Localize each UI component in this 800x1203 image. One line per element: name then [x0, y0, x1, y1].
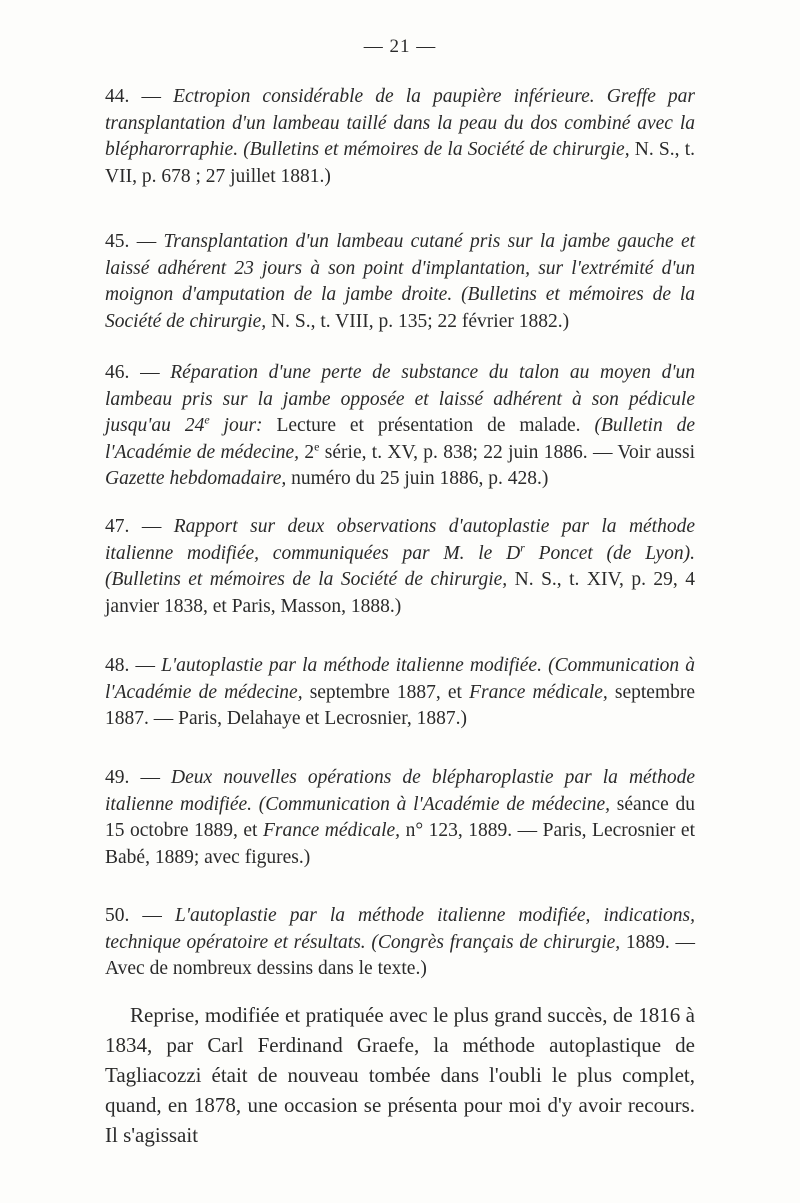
entry-reference: (Bulletin de l'Académie de médecine, [105, 415, 696, 463]
entry-title: Réparation d'une perte de substance du talon au moyen d'un lambeau pris sur la jambe opposée et laissé adhérent à son pédicule jusqu'au 24e jour: [105, 362, 696, 436]
entry-number: 47. [105, 516, 130, 537]
entry-reference-secondary-detail: numéro du 25 juin 1886, p. 428.) [291, 468, 549, 489]
page-number: — 21 — [363, 36, 437, 57]
bibliography-entry-45: 45. — Transplantation d'un lambeau cutané pris sur la jambe gauche et laissé adhérent 23 jours à son point d'implantation, sur l'extrémité d'un moignon d'amputation de la jambe droite. (Bulletins et mémoires de la Société de chirurgie, N. S., t. VIII, p. 135; 22 février 1882.) [105, 231, 696, 332]
entry-number: 44. [105, 86, 130, 107]
entry-number: 48. [105, 655, 130, 676]
entry-title: Ectropion considérable de la paupière inférieure. Greffe par transplantation d'un lambeau taillé dans la peau du dos combiné avec la blépharorraphie. [105, 86, 696, 160]
entry-title: L'autoplastie par la méthode italienne modifiée. [161, 655, 542, 676]
entry-reference: (Bulletins et mémoires de la Société de chirurgie, [243, 139, 630, 160]
entry-reference-detail: N. S., t. XIV, p. 29, 4 janvier 1838, et Paris, Masson, 1888.) [105, 569, 696, 617]
entry-note: Lecture et présentation de malade. [276, 415, 581, 436]
entry-reference: (Congrès français de chirurgie, [371, 931, 621, 953]
entry-reference: (Bulletins et mémoires de la Société de chirurgie, [105, 569, 508, 590]
entry-title: L'autoplastie par la méthode italienne modifiée, indications, technique opératoire et résultats. [105, 905, 696, 953]
entry-number: 49. [105, 767, 130, 788]
bibliography-entry-46: 46. — Réparation d'une perte de substance du talon au moyen d'un lambeau pris sur la jambe opposée et laissé adhérent à son pédicule jusqu'au 24e jour: Lecture et présentation de malade. (Bulletin de l'Académie de médecine, 2e série, t. XV, p. 838; 22 juin 1886. — Voir aussi Gazette hebdomadaire, numéro du 25 juin 1886, p. 428.) [105, 362, 696, 489]
bibliography-entry-50: 50. — L'autoplastie par la méthode italienne modifiée, indications, technique opératoire et résultats. (Congrès français de chirurgie, 1889. — Avec de nombreux dessins dans le texte.) [105, 905, 696, 979]
entry-reference-detail: 1889. — Avec de nombreux dessins dans le texte.) [105, 931, 695, 979]
bibliography-entry-47: 47. — Rapport sur deux observations d'autoplastie par la méthode italienne modifiée, communiquées par M. le $D^r$ Poncet (de Lyon). (Bulletins et mémoires de la Société de chirurgie, N. S., t. XIV, p. 29, 4 janvier 1838, et Paris, Masson, 1888.) [105, 516, 696, 617]
entry-title: Rapport sur deux observations d'autoplastie par la méthode italienne modifiée, communiquées par M. le $D^r$ Poncet (de Lyon). [105, 516, 696, 564]
entry-number: 45. [105, 231, 130, 252]
bibliography-entry-44: 44. — Ectropion considérable de la paupière inférieure. Greffe par transplantation d'un lambeau taillé dans la peau du dos combiné avec la blépharorraphie. (Bulletins et mémoires de la Société de chirurgie, N. S., t. VII, p. 678 ; 27 juillet 1881.) [105, 86, 696, 187]
entry-reference: (Communication à l'Académie de médecine, [258, 793, 611, 815]
closing-paragraph: Reprise, modifiée et pratiquée avec le plus grand succès, de 1816 à 1834, par Carl Ferdinand Graefe, la méthode autoplastique de Tagliacozzi était de nouveau tombée dans l'oubli le plus complet, quand, en 1878, une occasion se présenta pour moi d'y avoir recours. Il s'agissait [105, 1003, 695, 1147]
entry-reference-secondary: Gazette hebdomadaire, [105, 468, 287, 489]
entry-reference-secondary-detail: septembre 1887. — Paris, Delahaye et Lecrosnier, 1887.) [105, 681, 696, 729]
entry-number: 46. [105, 362, 130, 383]
entry-number: 50. [105, 905, 130, 926]
entry-title: Deux nouvelles opérations de blépharoplastie par la méthode italienne modifiée. [105, 767, 696, 815]
entry-reference-detail: 2e série, t. XV, p. 838; 22 juin 1886. — Voir aussi [304, 439, 695, 463]
entry-reference-secondary: France médicale, [469, 681, 608, 703]
entry-reference-detail: N. S., t. VII, p. 678 ; 27 juillet 1881.) [105, 139, 695, 187]
entry-reference: (Communication à l'Académie de médecine, [105, 655, 696, 703]
entry-reference-secondary: France médicale, [262, 820, 401, 841]
bibliography-entry-48: 48. — L'autoplastie par la méthode italienne modifiée. (Communication à l'Académie de médecine, septembre 1887, et France médicale, septembre 1887. — Paris, Delahaye et Lecrosnier, 1887.) [105, 655, 696, 729]
bibliography-entry-49: 49. — Deux nouvelles opérations de blépharoplastie par la méthode italienne modifiée. (Communication à l'Académie de médecine, séance du 15 octobre 1889, et France médicale, n° 123, 1889. — Paris, Lecrosnier et Babé, 1889; avec figures.) [105, 767, 696, 868]
entry-reference-secondary-detail: n° 123, 1889. — Paris, Lecrosnier et Babé, 1889; avec figures.) [105, 820, 696, 868]
entry-reference: (Bulletins et mémoires de la Société de chirurgie, [105, 284, 696, 332]
entry-title: Transplantation d'un lambeau cutané pris sur la jambe gauche et laissé adhérent 23 jours à son point d'implantation, sur l'extrémité d'un moignon d'amputation de la jambe droite. [105, 231, 696, 305]
entry-reference-detail: N. S., t. VIII, p. 135; 22 février 1882.) [271, 310, 570, 332]
entry-reference-detail: séance du 15 octobre 1889, et [105, 793, 695, 841]
entry-reference-detail: septembre 1887, et [309, 681, 462, 703]
